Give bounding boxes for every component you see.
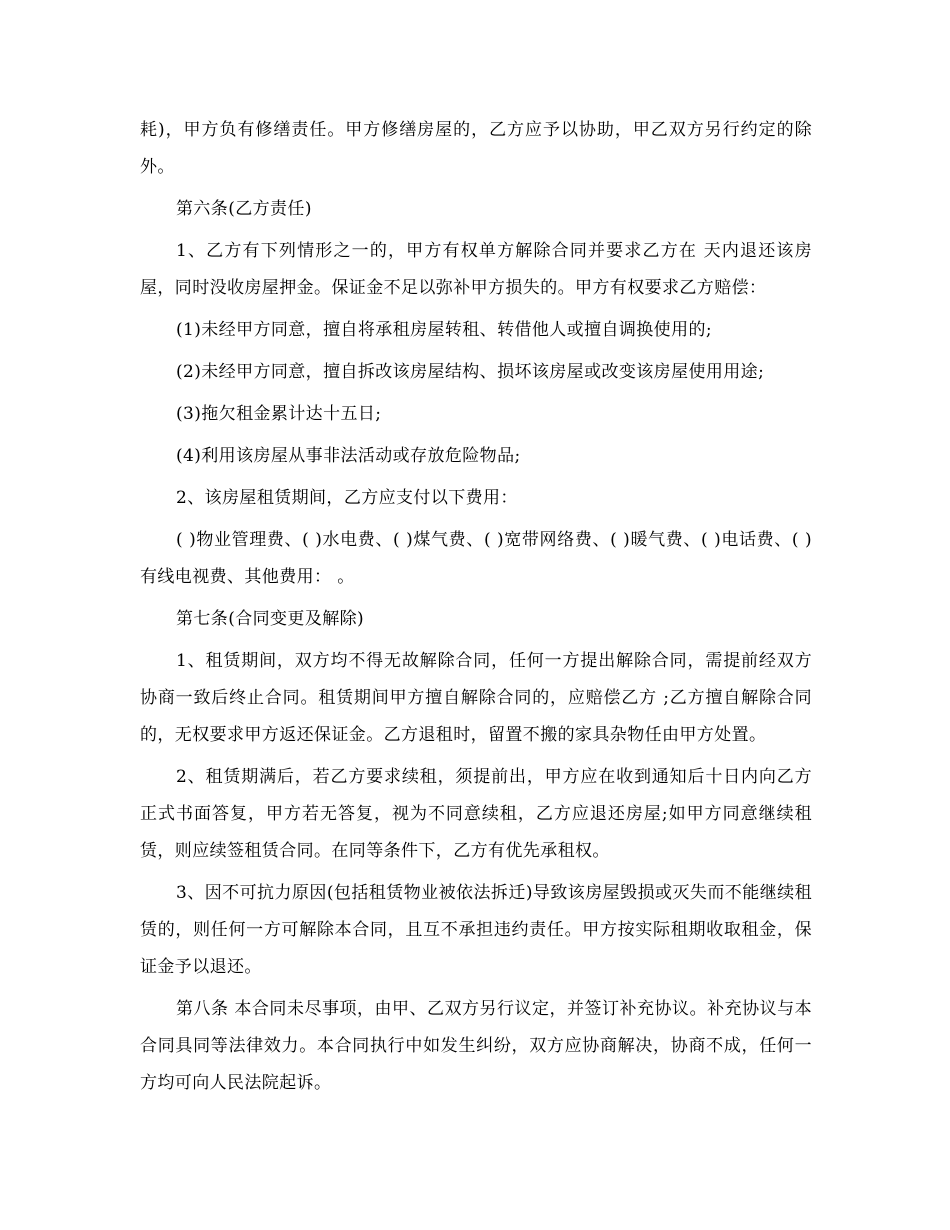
article-6-item-3: (3)拖欠租金累计达十五日; [176,404,382,424]
article-6-item-2: (2)未经甲方同意，擅自拆改该房屋结构、损坏该房屋或改变该房屋使用用途; [176,362,765,382]
article-6-item-4: (4)利用该房屋从事非法活动或存放危险物品; [176,446,521,466]
article-7-clause-3: 3、因不可抗力原因(包括租赁物业被依法拆迁)导致该房屋毁损或灭失而不能继续租赁的，则任何一方可解除本合同，且互不承担违约责任。甲方按实际租期收取租金，保证金予以退还。 [140,883,812,977]
article-7-heading: 第七条(合同变更及解除) [176,609,365,629]
paragraph-continuation: 耗)，甲方负有修缮责任。甲方修缮房屋的，乙方应予以协助，甲乙双方另行约定的除外。 [140,120,812,177]
article-6-heading: 第六条(乙方责任) [176,199,312,219]
article-7-clause-2: 2、租赁期满后，若乙方要求续租，须提前出，甲方应在收到通知后十日内向乙方正式书面答复，甲方若无答复，视为不同意续租，乙方应退还房屋;如甲方同意继续租赁，则应续签租赁合同。在同等条件下，乙方有优先承租权。 [140,767,812,861]
article-6-clause-2: 2、该房屋租赁期间，乙方应支付以下费用： [176,488,518,508]
article-6-item-1: (1)未经甲方同意，擅自将承租房屋转租、转借他人或擅自调换使用的; [176,320,713,340]
article-6-clause-1: 1、乙方有下列情形之一的，甲方有权单方解除合同并要求乙方在 天内退还该房屋，同时没收房屋押金。保证金不足以弥补甲方损失的。甲方有权要求乙方赔偿： [140,241,812,298]
article-8: 第八条 本合同未尽事项，由甲、乙双方另行议定，并签订补充协议。补充协议与本合同具同等法律效力。本合同执行中如发生纠纷，双方应协商解决，协商不成，任何一方均可向人民法院起诉。 [140,999,812,1093]
article-6-fees-list: ( )物业管理费、( )水电费、( )煤气费、( )宽带网络费、( )暖气费、( )电话费、( )有线电视费、其他费用： 。 [140,530,812,587]
article-7-clause-1: 1、租赁期间，双方均不得无故解除合同，任何一方提出解除合同，需提前经双方协商一致后终止合同。租赁期间甲方擅自解除合同的，应赔偿乙方 ;乙方擅自解除合同的，无权要求甲方返还保证金。乙方退租时，留置不搬的家具杂物任由甲方处置。 [140,651,812,745]
document-body [140,112,812,1107]
